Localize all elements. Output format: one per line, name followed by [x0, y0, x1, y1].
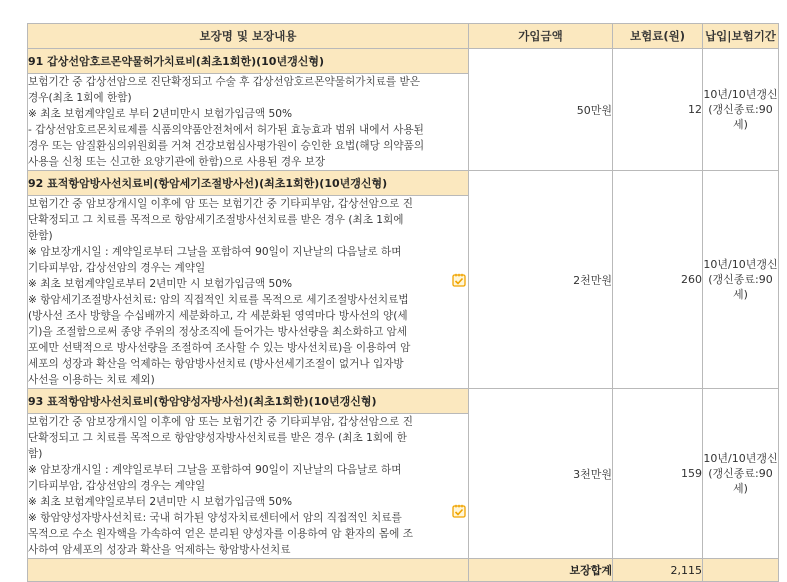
coverage-premium: 159	[613, 389, 703, 559]
description-line: ※ 최초 보험계약일로부터 2년미만 시 보험가입금액 50%	[28, 496, 293, 508]
coverage-period	[703, 171, 779, 389]
description-line: - 갑상선암호르몬치료제를 식품의약품안전처에서 허가된 효능효과 범위 내에서 사용된	[28, 124, 424, 136]
description-line: 목적으로 수소 원자핵을 가속하여 얻은 분리된 양성자를 이용하여 암 환자의 몸에 조	[28, 528, 413, 540]
description-line: 보험기간 중 암보장개시일 이후에 암 또는 보험기간 중 기타피부암, 갑상선암으로 진	[28, 198, 413, 210]
coverage-period-term: 10년/10년갱신	[703, 88, 778, 101]
coverage-title-row	[28, 171, 779, 196]
description-line: 사하여 암세포의 성장과 확산을 억제하는 항암방사선치료	[28, 544, 291, 556]
coverage-description-body	[28, 74, 468, 170]
coverage-amount: 2천만원	[469, 171, 613, 389]
coverage-title: 92 표적항암방사선치료비(항암세기조절방사선)(최초1회한)(10년갱신형)	[28, 171, 469, 196]
description-line: 경우(최초 1회에 한함)	[28, 92, 132, 104]
description-line: 세포의 성장과 확산을 억제하는 항암방사선치료 (방사선세기조절이 없거나 입자방	[28, 358, 404, 370]
table-header-row	[28, 24, 779, 49]
coverage-premium: 12	[613, 49, 703, 171]
description-line: ※ 암보장개시일 : 계약일로부터 그날을 포함하여 90일이 지난날의 다음날로 하며	[28, 246, 402, 258]
total-label: 보장합계	[469, 559, 613, 582]
table-body	[28, 49, 779, 559]
coverage-title-row	[28, 389, 779, 414]
description-line: 함)	[28, 448, 43, 460]
description-line: 기타피부암, 갑상선암의 경우는 계약일	[28, 262, 206, 274]
description-line: 단확정되고 그 치료를 목적으로 항암세기조절방사선치료를 받은 경우 (최초 1회에	[28, 214, 404, 226]
coverage-description	[28, 414, 469, 559]
coverage-period-renewal-end: (갱신종료:90세)	[708, 273, 773, 301]
total-spacer-end	[703, 559, 779, 582]
coverage-description	[28, 74, 469, 171]
coverage-description-body	[28, 196, 468, 388]
coverage-amount: 3천만원	[469, 389, 613, 559]
description-line: ※ 최초 보험계약일로부터 2년미만 시 보험가입금액 50%	[28, 278, 293, 290]
description-line: 기)을 조절함으로써 종양 주위의 정상조직에 들어가는 방사선량을 최소화하고 암세	[28, 326, 408, 338]
total-spacer	[28, 559, 469, 582]
coverage-description-body	[28, 414, 468, 558]
description-line: (방사선 조사 방향을 수십배까지 세분화하고, 각 세분화된 영역마다 방사선의 양(세	[28, 310, 408, 322]
header-amount: 가입금액	[469, 24, 613, 49]
coverage-description	[28, 196, 469, 389]
coverage-title-row	[28, 49, 779, 74]
coverage-table	[27, 23, 779, 582]
coverage-premium: 260	[613, 171, 703, 389]
coverage-period-renewal-end: (갱신종료:90세)	[708, 467, 773, 495]
coverage-amount: 50만원	[469, 49, 613, 171]
edit-checklist-icon[interactable]	[452, 504, 466, 518]
header-premium: 보험료(원)	[613, 24, 703, 49]
description-line: 보험기간 중 암보장개시일 이후에 암 또는 보험기간 중 기타피부암, 갑상선암으로 진	[28, 416, 413, 428]
description-line: ※ 최초 보험계약일로 부터 2년미만시 보험가입금액 50%	[28, 108, 293, 120]
description-line: ※ 항암양성자방사선치료: 국내 허가된 양성자치료센터에서 암의 직접적인 치료를	[28, 512, 402, 524]
description-line: 한함)	[28, 230, 53, 242]
coverage-period-term: 10년/10년갱신	[703, 258, 778, 271]
coverage-period-renewal-end: (갱신종료:90세)	[708, 103, 773, 131]
description-line: ※ 암보장개시일 : 계약일로부터 그날을 포함하여 90일이 지난날의 다음날로 하며	[28, 464, 402, 476]
description-line: ※ 항암세기조절방사선치료: 암의 직접적인 치료를 목적으로 세기조절방사선치료법	[28, 294, 409, 306]
description-line: 경우 또는 암질환심의위원회를 거쳐 건강보험심사평가원이 승인한 요법(해당 의약품의	[28, 140, 425, 152]
description-line: 보험기간 중 갑상선암으로 진단확정되고 수술 후 갑상선암호르몬약물허가치료를 받은	[28, 76, 420, 88]
header-coverage: 보장명 및 보장내용	[28, 24, 469, 49]
description-line: 사용을 신청 또는 신고한 요양기관에 한함)으로 사용된 경우 보장	[28, 156, 326, 168]
header-period: 납입|보험기간	[703, 24, 779, 49]
description-line: 사선을 이용하는 치료 제외)	[28, 374, 155, 386]
coverage-title: 93 표적항암방사선치료비(항암양성자방사선)(최초1회한)(10년갱신형)	[28, 389, 469, 414]
coverage-period-term: 10년/10년갱신	[703, 452, 778, 465]
description-line: 단확정되고 그 치료를 목적으로 항암양성자방사선치료를 받은 경우 (최초 1회에 한	[28, 432, 407, 444]
total-value: 2,115	[613, 559, 703, 582]
coverage-title: 91 갑상선암호르몬약물허가치료비(최초1회한)(10년갱신형)	[28, 49, 469, 74]
description-line: 포에만 선택적으로 방사선량을 조절하여 조사할 수 있는 방사선치료)을 이용하여 암	[28, 342, 411, 354]
coverage-period	[703, 389, 779, 559]
edit-checklist-icon[interactable]	[452, 273, 466, 287]
total-row	[28, 559, 779, 582]
coverage-period	[703, 49, 779, 171]
description-line: 기타피부암, 갑상선암의 경우는 계약일	[28, 480, 206, 492]
